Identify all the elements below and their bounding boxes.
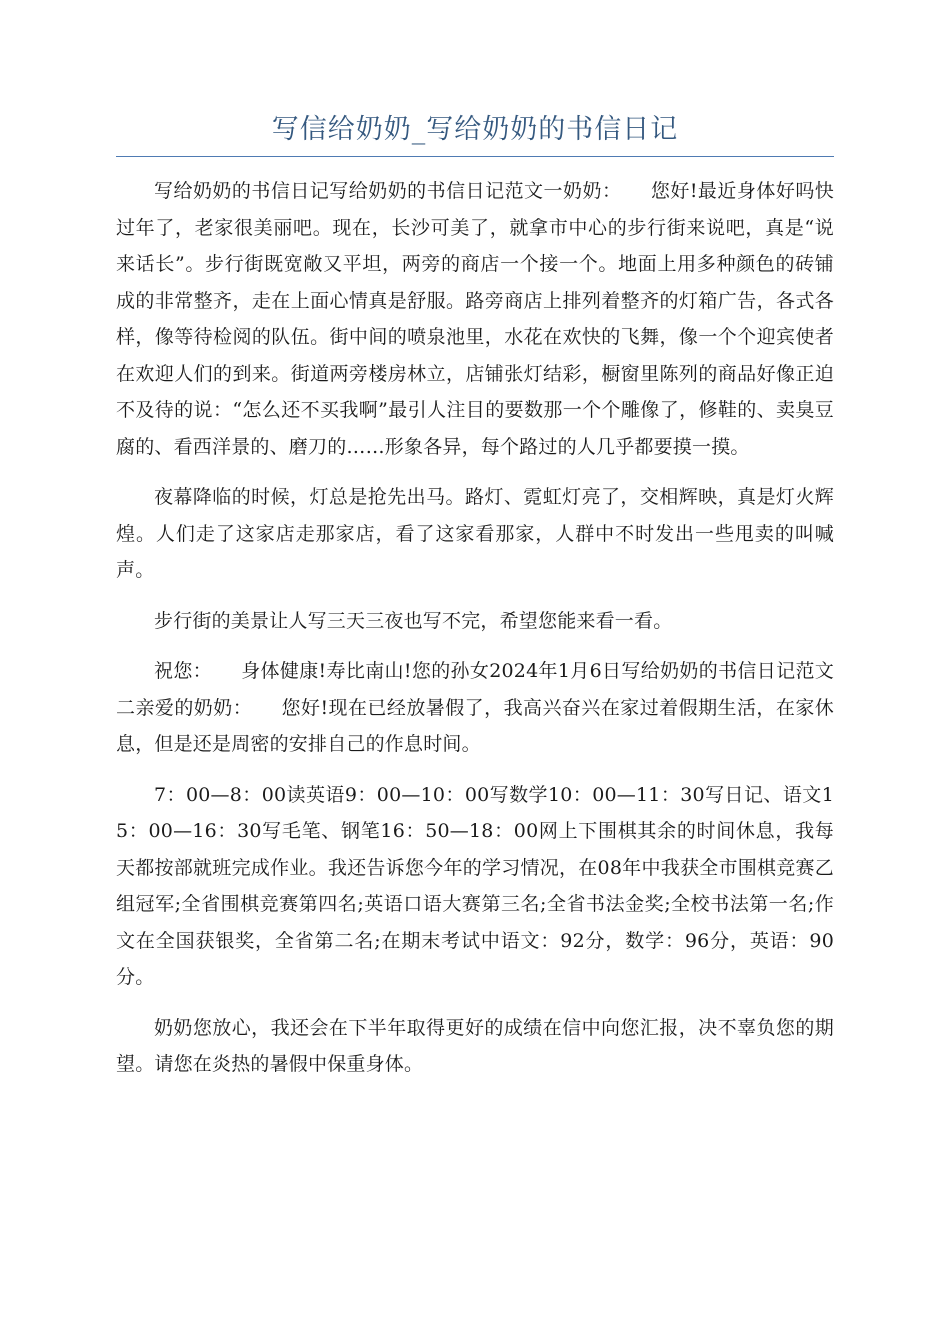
- paragraph-1: 写给奶奶的书信日记写给奶奶的书信日记范文一奶奶： 您好!最近身体好吗快过年了，老家很美丽吧。现在，长沙可美了，就拿市中心的步行街来说吧，真是“说来话长”。步行街既宽敞又平坦，两旁的商店一个接一个。地面上用多种颜色的砖铺成的非常整齐，走在上面心情真是舒服。路旁商店上排列着整齐的灯箱广告，各式各样，像等待检阅的队伍。街中间的喷泉池里，水花在欢快的飞舞，像一个个迎宾使者在欢迎人们的到来。街道两旁楼房林立，店铺张灯结彩，橱窗里陈列的商品好像正迫不及待的说：“怎么还不买我啊”最引人注目的要数那一个个雕像了，修鞋的、卖臭豆腐的、看西洋景的、磨刀的……形象各异，每个路过的人几乎都要摸一摸。: [116, 180, 834, 458]
- paragraph-4: 祝您： 身体健康!寿比南山!您的孙女2024年1月6日写给奶奶的书信日记范文二亲爱的奶奶： 您好!现在已经放暑假了，我高兴奋兴在家过着假期生活，在家休息，但是还是周密的安排自己的作息时间。: [116, 660, 834, 755]
- document-title: 写信给奶奶_写给奶奶的书信日记: [116, 108, 834, 157]
- paragraph-2: 夜幕降临的时候，灯总是抢先出马。路灯、霓虹灯亮了，交相辉映，真是灯火辉煌。人们走了这家店走那家店，看了这家看那家，人群中不时发出一些甩卖的叫喊声。: [116, 486, 834, 581]
- paragraph-3: 步行街的美景让人写三天三夜也写不完，希望您能来看一看。: [154, 609, 673, 632]
- document-page: [116, 108, 834, 1097]
- paragraph-5: 7：00—8：00读英语9：00—10：00写数学10：00—11：30写日记、语文15：00—16：30写毛笔、钢笔16：50—18：00网上下围棋其余的时间休息，我每天都按部就班完成作业。我还告诉您今年的学习情况，在08年中我获全市围棋竞赛乙组冠军;全省围棋竞赛第四名;英语口语大赛第三名;全省书法金奖;全校书法第一名;作文在全国获银奖，全省第二名;在期末考试中语文：92分，数学：96分，英语：90分。: [116, 783, 834, 988]
- paragraph-6: 奶奶您放心，我还会在下半年取得更好的成绩在信中向您汇报，决不辜负您的期望。请您在炎热的暑假中保重身体。: [116, 1016, 834, 1075]
